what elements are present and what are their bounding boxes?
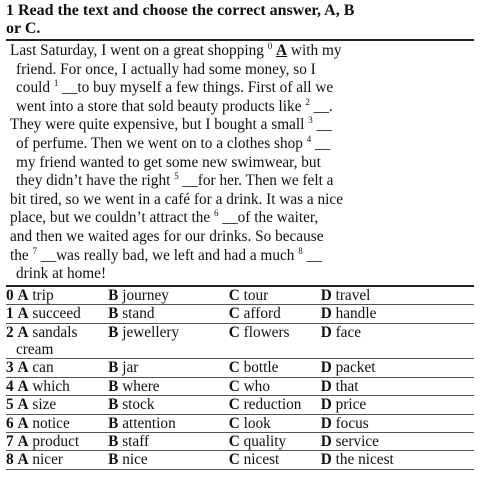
passage-line: bit tired, so we went in a café for a drink. It was a nice bbox=[10, 190, 344, 208]
option-3-b[interactable]: jar bbox=[122, 359, 139, 377]
option-4-b[interactable]: where bbox=[122, 377, 160, 395]
answer-options-table bbox=[6, 285, 474, 470]
option-2-a[interactable]: sandals bbox=[32, 323, 78, 341]
passage-line: they didn’t have the right $^5$ __for her. Then we felt a bbox=[16, 171, 334, 190]
option-1-b[interactable]: stand bbox=[122, 305, 155, 323]
option-0-a[interactable]: trip bbox=[32, 286, 54, 304]
example-answer: A bbox=[276, 42, 288, 59]
task-heading-line2: or C. bbox=[6, 20, 41, 37]
option-0-b[interactable]: journey bbox=[122, 286, 169, 304]
option-5-b[interactable]: stock bbox=[122, 396, 155, 414]
option-row-8: 8 A nicer B nice C nicest D the nicest bbox=[6, 451, 474, 469]
option-row-6: 6 A notice B attention C look D focus bbox=[6, 414, 474, 432]
passage-line: and then we waited ages for our drinks. So because bbox=[10, 227, 324, 245]
option-2-d[interactable]: face bbox=[335, 323, 362, 341]
option-4-c[interactable]: who bbox=[243, 377, 270, 395]
option-7-d[interactable]: service bbox=[335, 432, 379, 450]
option-6-b[interactable]: attention bbox=[122, 414, 176, 432]
option-1-c[interactable]: afford bbox=[243, 305, 281, 323]
option-3-d[interactable]: packet bbox=[335, 359, 376, 377]
option-4-d[interactable]: that bbox=[335, 377, 359, 395]
option-6-a[interactable]: notice bbox=[32, 414, 70, 432]
option-5-d[interactable]: price bbox=[335, 396, 367, 414]
option-row-0: 0 A trip B journey C tour D travel bbox=[6, 286, 474, 305]
option-8-b[interactable]: nice bbox=[122, 451, 148, 469]
passage-line: the $^7$ __was really bad, we left and had a much $^8$ __ bbox=[10, 245, 322, 264]
option-8-c[interactable]: nicest bbox=[243, 451, 280, 469]
option-3-a[interactable]: can bbox=[32, 359, 54, 377]
passage-line: They were quite expensive, but I bought a small $^3$ __ bbox=[10, 115, 332, 134]
option-8-a[interactable]: nicer bbox=[32, 451, 63, 469]
passage-line: drink at home! bbox=[16, 265, 107, 283]
option-6-d[interactable]: focus bbox=[335, 414, 369, 432]
option-row-3: 3 A can B jar C bottle D packet bbox=[6, 359, 474, 377]
option-row-1: 1 A succeed B stand C afford D handle bbox=[6, 305, 474, 323]
passage-line: went into a store that sold beauty products like $^2$ __. bbox=[16, 96, 333, 115]
option-5-a[interactable]: size bbox=[32, 396, 57, 414]
option-row-2: 2 A sandals cream B jewellery C flowers D face bbox=[6, 323, 474, 359]
option-row-7: 7 A product B staff C quality D service bbox=[6, 432, 474, 450]
task-heading-line1: 1 Read the text and choose the correct answer, A, B bbox=[6, 2, 355, 19]
option-2-c[interactable]: flowers bbox=[243, 323, 290, 341]
option-0-d[interactable]: travel bbox=[335, 286, 371, 304]
option-0-c[interactable]: tour bbox=[243, 286, 269, 304]
passage-line: friend. For once, I actually had some money, so I bbox=[16, 60, 316, 78]
option-7-a[interactable]: product bbox=[32, 432, 80, 450]
passage-line: place, but we couldn’t attract the $^6$ __of the waiter, bbox=[10, 208, 319, 227]
reading-passage bbox=[6, 42, 474, 285]
option-5-c[interactable]: reduction bbox=[243, 396, 302, 414]
passage-line: my friend wanted to get some new swimwear, but bbox=[16, 153, 321, 171]
option-row-4: 4 A which B where C who D that bbox=[6, 377, 474, 395]
option-2-d-continuation: cream bbox=[16, 340, 54, 358]
option-row-5: 5 A size B stock C reduction D price bbox=[6, 396, 474, 414]
option-3-c[interactable]: bottle bbox=[243, 359, 279, 377]
passage-line: Last Saturday, I went on a great shopping $^0$ A with my bbox=[10, 41, 342, 59]
task-heading bbox=[6, 0, 474, 38]
option-1-a[interactable]: succeed bbox=[32, 305, 81, 323]
option-8-d[interactable]: the nicest bbox=[335, 451, 394, 469]
option-4-a[interactable]: which bbox=[32, 377, 70, 395]
option-7-b[interactable]: staff bbox=[122, 432, 150, 450]
heading-divider bbox=[6, 39, 474, 41]
passage-line: of perfume. Then we went on to a clothes shop $^4$ __ bbox=[16, 133, 331, 152]
passage-line: could $^1$ __to buy myself a few things. First of all we bbox=[16, 78, 334, 97]
option-1-d[interactable]: handle bbox=[335, 305, 377, 323]
option-7-c[interactable]: quality bbox=[243, 432, 287, 450]
option-6-c[interactable]: look bbox=[243, 414, 271, 432]
option-2-b[interactable]: jewellery bbox=[122, 323, 180, 341]
